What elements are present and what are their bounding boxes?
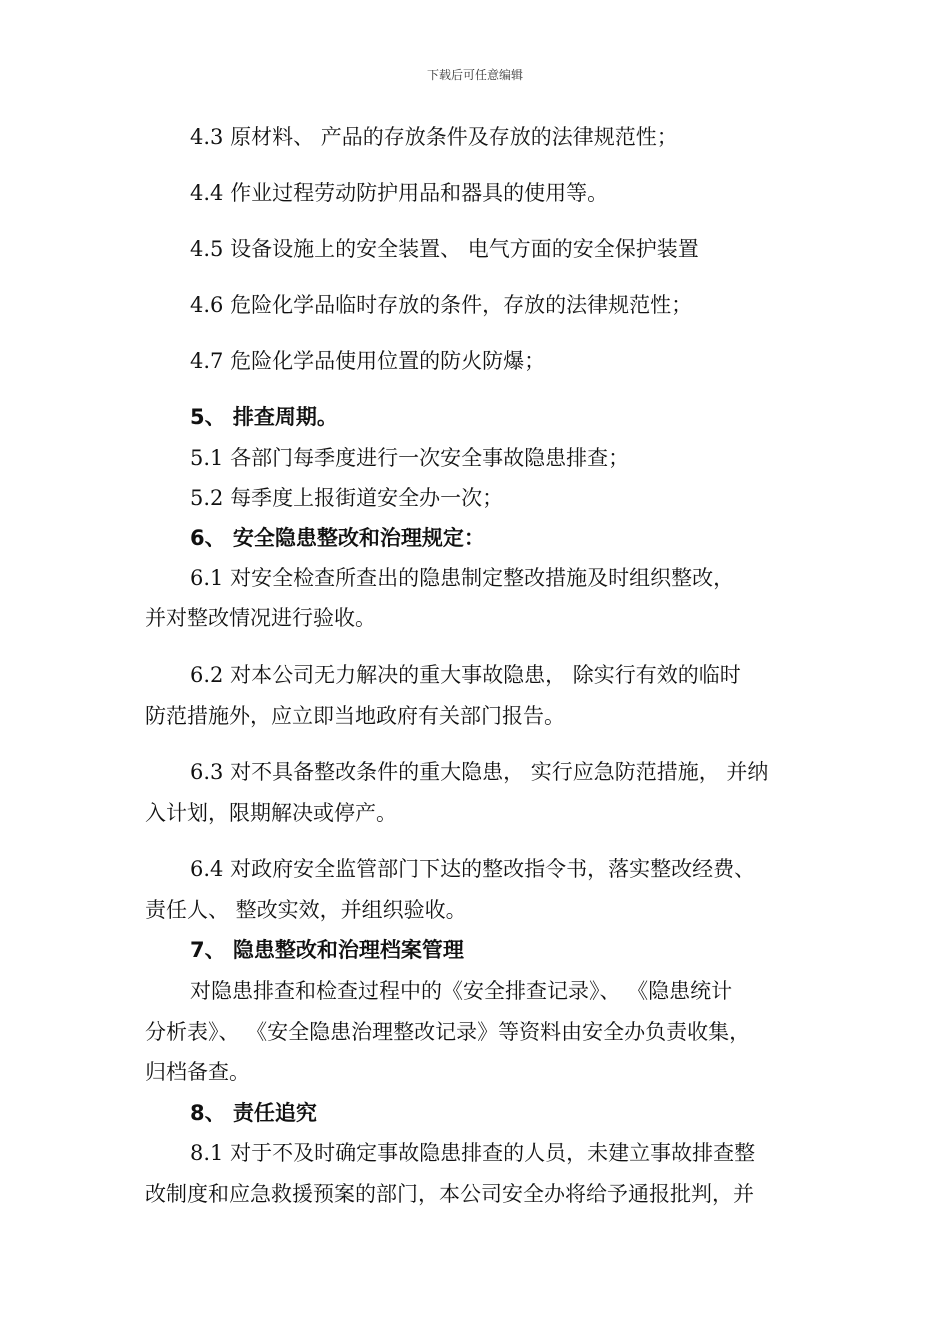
item-6-2-line-2: 防范措施外，应立即当地政府有关部门报告。 xyxy=(145,704,565,728)
item-8-1-line-2: 改制度和应急救援预案的部门，本公司安全办将给予通报批判，并 xyxy=(145,1182,754,1206)
page-header: 下载后可任意编辑 xyxy=(426,68,523,82)
section-6-heading: 6、 安全隐患整改和治理规定： xyxy=(190,526,485,550)
section-7-line-3: 归档备查。 xyxy=(145,1060,250,1084)
item-6-4-line-1: 6.4 对政府安全监管部门下达的整改指令书，落实整改经费、 xyxy=(190,857,756,881)
item-8-1-line-1: 8.1 对于不及时确定事故隐患排查的人员，未建立事故排查整 xyxy=(190,1141,756,1165)
item-6-1-line-2: 并对整改情况进行验收。 xyxy=(145,606,376,630)
item-6-1-line-1: 6.1 对安全检查所查出的隐患制定整改措施及时组织整改， xyxy=(190,566,735,590)
item-6-3-line-2: 入计划，限期解决或停产。 xyxy=(145,801,397,825)
item-4-6: 4.6 危险化学品临时存放的条件，存放的法律规范性； xyxy=(190,293,693,317)
item-6-3-line-1: 6.3 对不具备整改条件的重大隐患， 实行应急防范措施， 并纳 xyxy=(190,760,769,784)
section-7-line-1: 对隐患排查和检查过程中的《安全排查记录》、 《隐患统计 xyxy=(190,979,733,1003)
item-6-4-line-2: 责任人、 整改实效，并组织验收。 xyxy=(145,898,467,922)
item-5-2: 5.2 每季度上报街道安全办一次； xyxy=(190,486,504,510)
section-5-heading: 5、 排查周期。 xyxy=(190,405,338,429)
section-7-heading: 7、 隐患整改和治理档案管理 xyxy=(190,938,464,962)
item-4-4: 4.4 作业过程劳动防护用品和器具的使用等。 xyxy=(190,181,609,205)
item-4-7: 4.7 危险化学品使用位置的防火防爆； xyxy=(190,349,546,373)
item-5-1: 5.1 各部门每季度进行一次安全事故隐患排查； xyxy=(190,446,630,470)
item-6-2-line-1: 6.2 对本公司无力解决的重大事故隐患， 除实行有效的临时 xyxy=(190,663,741,687)
section-7-line-2: 分析表》、 《安全隐患治理整改记录》等资料由安全办负责收集， xyxy=(145,1020,751,1044)
section-8-heading: 8、 责任追究 xyxy=(190,1101,317,1125)
item-4-5: 4.5 设备设施上的安全装置、 电气方面的安全保护装置 xyxy=(190,237,699,261)
item-4-3: 4.3 原材料、 产品的存放条件及存放的法律规范性； xyxy=(190,125,678,149)
